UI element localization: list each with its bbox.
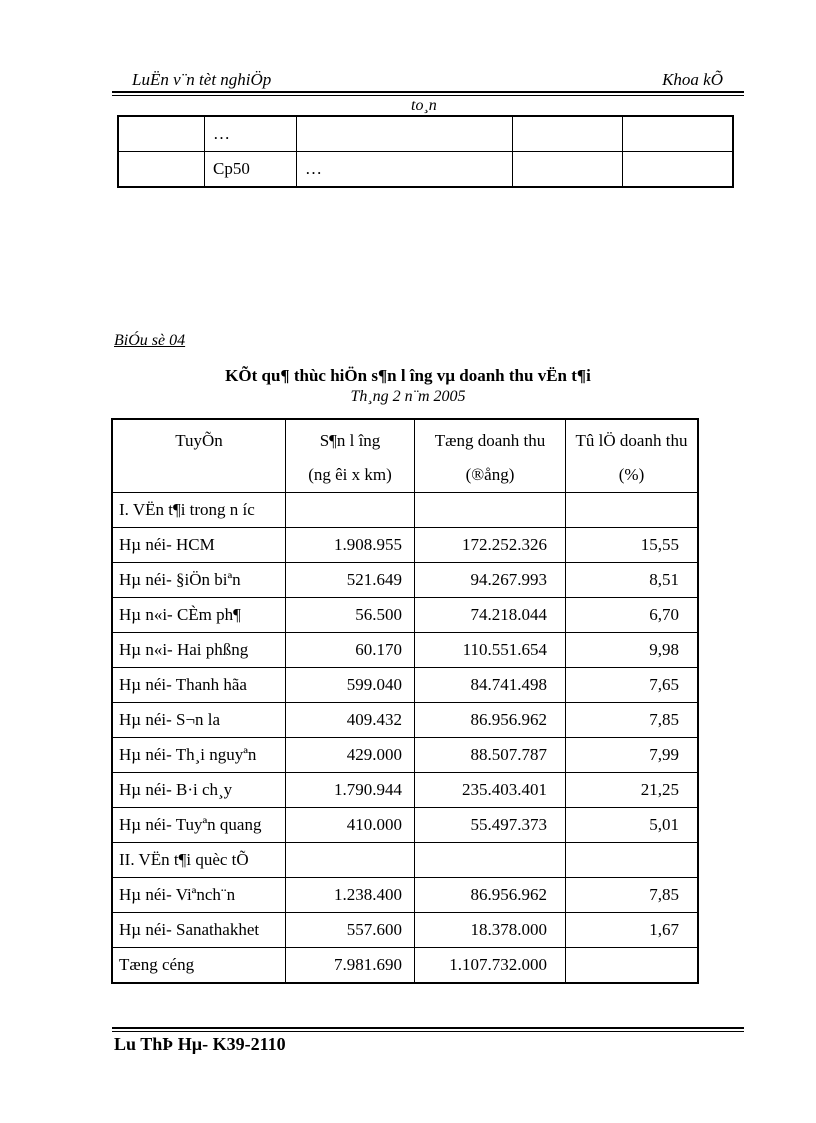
table-cell — [566, 843, 699, 878]
table-cell: Hµ néi- B·i ch¸y — [112, 773, 286, 808]
table-cell — [623, 116, 734, 152]
table-cell: 172.252.326 — [415, 528, 566, 563]
table-cell: Hµ néi- Tuyªn quang — [112, 808, 286, 843]
table-cell: Hµ néi- Thanh hãa — [112, 668, 286, 703]
table-subtitle: Th¸ng 2 n¨m 2005 — [350, 388, 466, 405]
table-cell: Hµ néi- Th¸i nguyªn — [112, 738, 286, 773]
table-cell: 410.000 — [286, 808, 415, 843]
table-row — [112, 598, 698, 633]
table-cell: 521.649 — [286, 563, 415, 598]
table-row — [112, 703, 698, 738]
table-cell: 7,99 — [566, 738, 699, 773]
table-cell: 7.981.690 — [286, 948, 415, 984]
column-header-revenue — [415, 419, 566, 493]
table-cell: … — [297, 152, 513, 188]
header-right-title: Khoa kÕ — [662, 70, 723, 89]
table-cell — [513, 152, 623, 188]
column-header-route — [112, 419, 286, 493]
table-row — [118, 116, 733, 152]
table-cell: 94.267.993 — [415, 563, 566, 598]
table-cell: 56.500 — [286, 598, 415, 633]
table-cell: 84.741.498 — [415, 668, 566, 703]
column-header-line: (®ång) — [465, 465, 515, 484]
table-cell: 55.497.373 — [415, 808, 566, 843]
table-cell: 86.956.962 — [415, 878, 566, 913]
table-cell: Hµ néi- Sanathakhet — [112, 913, 286, 948]
header-rule-thin — [112, 95, 744, 96]
table-cell: 60.170 — [286, 633, 415, 668]
continuation-label: to¸n — [411, 97, 437, 114]
table-cell: 1.107.732.000 — [415, 948, 566, 984]
column-header-line: S¶n l îng — [319, 431, 381, 450]
column-header-ratio — [566, 419, 699, 493]
table-cell: 235.403.401 — [415, 773, 566, 808]
table-cell: Tæng céng — [112, 948, 286, 984]
table-cell — [566, 948, 699, 984]
table-row — [112, 808, 698, 843]
table-header-row — [112, 419, 698, 493]
column-header-line: Tæng doanh thu — [434, 431, 546, 450]
column-header-line: (ng êi x km) — [308, 465, 392, 484]
table-cell: 9,98 — [566, 633, 699, 668]
table-cell: Hµ n«i- Hai phßng — [112, 633, 286, 668]
table-cell — [415, 493, 566, 528]
table-cell — [118, 116, 205, 152]
column-header-volume — [286, 419, 415, 493]
table-row — [112, 668, 698, 703]
table-cell: 1.790.944 — [286, 773, 415, 808]
table-cell — [297, 116, 513, 152]
table-cell: Hµ néi- S¬n la — [112, 703, 286, 738]
table-cell — [566, 493, 699, 528]
table-body — [112, 493, 698, 984]
table-cell: 1.238.400 — [286, 878, 415, 913]
table-cell: 110.551.654 — [415, 633, 566, 668]
table-row — [112, 633, 698, 668]
continuation-table — [117, 115, 734, 188]
header-rule-thick — [112, 91, 744, 93]
column-header-line: TuyÕn — [175, 431, 223, 450]
table-cell: Hµ néi- HCM — [112, 528, 286, 563]
table-cell: 8,51 — [566, 563, 699, 598]
table-caption: BiÓu sè 04 — [114, 332, 186, 349]
table-row — [112, 843, 698, 878]
table-cell: … — [205, 116, 297, 152]
table-row — [112, 878, 698, 913]
table-row — [112, 913, 698, 948]
table-cell: 18.378.000 — [415, 913, 566, 948]
table-title: KÕt qu¶ thùc hiÖn s¶n l îng vµ doanh thu vËn t¶i — [225, 366, 591, 385]
table-cell: Hµ néi- Viªnch¨n — [112, 878, 286, 913]
table-cell — [415, 843, 566, 878]
table-row — [112, 493, 698, 528]
table-cell: 7,65 — [566, 668, 699, 703]
table-cell: Cp50 — [205, 152, 297, 188]
table-cell — [623, 152, 734, 188]
table-cell: 6,70 — [566, 598, 699, 633]
table-cell: II. VËn t¶i quèc tÕ — [112, 843, 286, 878]
table-cell — [286, 843, 415, 878]
table-cell: 21,25 — [566, 773, 699, 808]
table-row — [112, 773, 698, 808]
table-row — [118, 152, 733, 188]
table-row — [112, 563, 698, 598]
table-cell: Hµ néi- §iÖn biªn — [112, 563, 286, 598]
table-cell — [286, 493, 415, 528]
column-header-line: (%) — [618, 465, 645, 484]
table-row — [112, 528, 698, 563]
table-cell — [118, 152, 205, 188]
table-cell: 409.432 — [286, 703, 415, 738]
table-cell: 15,55 — [566, 528, 699, 563]
table-cell: 86.956.962 — [415, 703, 566, 738]
table-cell: 599.040 — [286, 668, 415, 703]
table-cell: 429.000 — [286, 738, 415, 773]
table-cell: I. VËn t¶i trong n íc — [112, 493, 286, 528]
table-row — [112, 738, 698, 773]
table-cell: 7,85 — [566, 878, 699, 913]
table-cell: Hµ n«i- CÈm ph¶ — [112, 598, 286, 633]
table-cell — [513, 116, 623, 152]
table-cell: 5,01 — [566, 808, 699, 843]
table-cell: 1,67 — [566, 913, 699, 948]
results-table — [111, 418, 699, 984]
table-row — [112, 948, 698, 984]
header-left-title: LuËn v¨n tèt nghiÖp — [132, 70, 272, 89]
table-cell: 557.600 — [286, 913, 415, 948]
table-cell: 88.507.787 — [415, 738, 566, 773]
table-cell: 1.908.955 — [286, 528, 415, 563]
column-header-line: Tû lÖ doanh thu — [575, 431, 688, 450]
table-cell: 7,85 — [566, 703, 699, 738]
footer-rule-thin — [112, 1031, 744, 1032]
footer-rule-thick — [112, 1027, 744, 1029]
table-cell: 74.218.044 — [415, 598, 566, 633]
footer-author: Lu ThÞ Hµ- K39-2110 — [114, 1034, 286, 1054]
